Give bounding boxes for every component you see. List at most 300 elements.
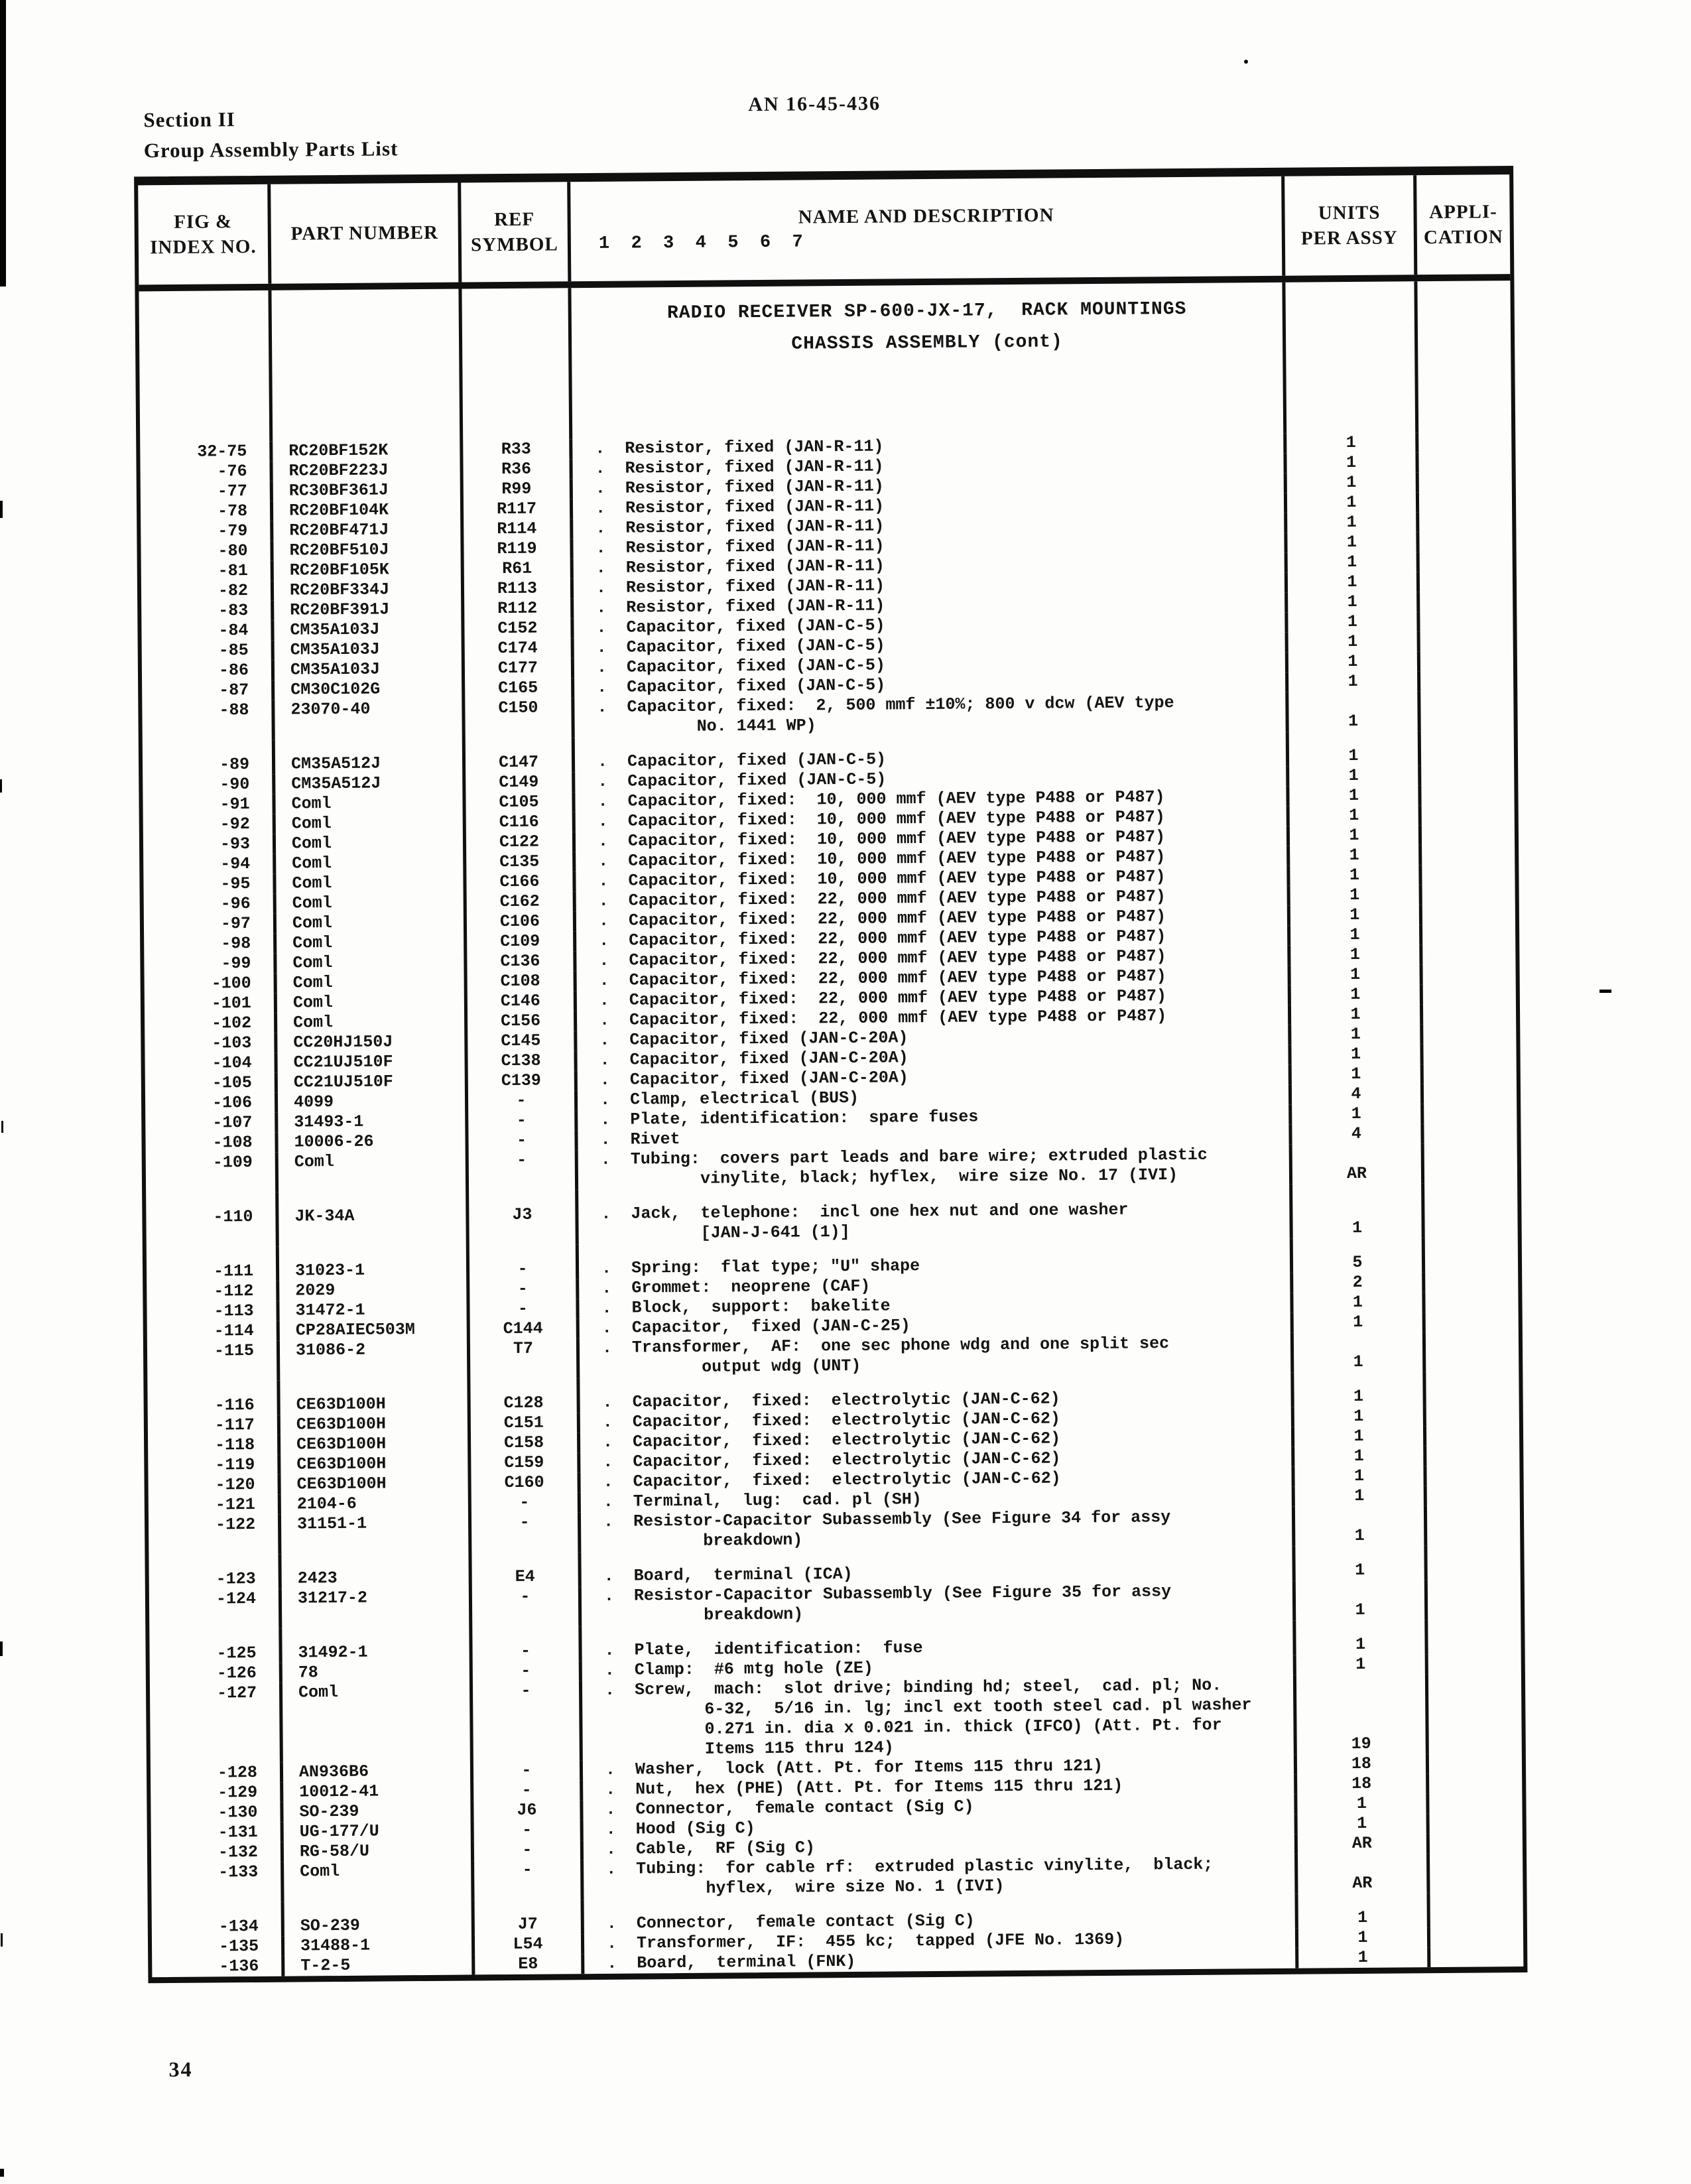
units-value: 1: [1349, 885, 1360, 905]
fig-index-cell: -81: [141, 561, 274, 582]
units-value: 1: [1346, 432, 1356, 453]
part-number-cell: UG-177/U: [284, 1821, 474, 1842]
application-cell: [1422, 844, 1515, 865]
units-cell: [1288, 691, 1420, 732]
units-value: 1: [1349, 944, 1360, 965]
part-number-cell: 23070-40: [275, 698, 465, 739]
application-cell: [1426, 1371, 1519, 1406]
description-line: . Capacitor, fixed (JAN-C-5): [597, 749, 887, 771]
ref-symbol-cell: C162: [467, 891, 576, 912]
description-line: . Resistor, fixed (JAN-R-11): [595, 536, 885, 558]
description-line: . Resistor, fixed (JAN-R-11): [595, 496, 885, 518]
fig-index-cell: -89: [143, 740, 275, 776]
ref-symbol-cell: C108: [468, 971, 577, 992]
description-cell: [571, 283, 1286, 439]
description-line: . Capacitor, fixed: 10, 000 mmf (AEV type P488 or P487): [597, 787, 1165, 811]
application-cell: [1424, 1103, 1517, 1124]
units-cell: [1297, 1793, 1429, 1815]
part-number-cell: 78: [282, 1661, 473, 1683]
units-cell: [1298, 1813, 1430, 1834]
part-number-cell: Coml: [277, 952, 467, 973]
column-header-ref-symbol: [461, 182, 571, 282]
section-title: Section II: [143, 107, 235, 132]
fig-index-cell: -136: [152, 1957, 284, 1978]
description-cell: [584, 1854, 1298, 1899]
ref-symbol-cell: -: [472, 1586, 582, 1627]
fig-index-cell: -131: [151, 1823, 284, 1844]
units-cell: [1296, 1654, 1428, 1675]
units-cell: [1287, 512, 1419, 533]
fig-index-cell: -133: [151, 1862, 284, 1903]
fig-index-cell: -110: [146, 1192, 279, 1248]
units-value: 1: [1357, 1927, 1368, 1947]
application-cell: [1425, 1271, 1518, 1292]
fig-index-cell: -87: [142, 680, 275, 702]
units-value: 1: [1349, 845, 1359, 866]
ref-symbol-cell: R33: [463, 439, 572, 460]
ref-symbol-cell: C138: [468, 1051, 577, 1071]
description-cell: [580, 1333, 1294, 1378]
assembly-title-row: [139, 281, 1511, 442]
application-cell: [1426, 1331, 1519, 1372]
part-number-cell: CP28AIEC503M: [280, 1319, 470, 1340]
units-value: 1: [1347, 572, 1357, 592]
fig-index-cell: -86: [142, 661, 275, 682]
description-line: . Capacitor, fixed: 22, 000 mmf (AEV type P488 or P487): [599, 986, 1167, 1010]
units-value: 1: [1348, 785, 1359, 806]
units-cell: [1293, 1292, 1425, 1313]
fig-index-cell: -103: [145, 1033, 277, 1055]
part-number-cell: 31493-1: [278, 1111, 468, 1132]
fig-index-cell: -129: [151, 1783, 283, 1804]
description-line: . Nut, hex (PHE) (Att. Pt. for Items 115 thru 121): [605, 1775, 1123, 1799]
fig-index-cell: -107: [145, 1113, 278, 1134]
fig-index-cell: -113: [147, 1301, 279, 1322]
description-line: . Rivet: [600, 1129, 680, 1149]
application-cell: [1421, 730, 1514, 765]
units-cell: [1290, 885, 1422, 906]
description-cell: [578, 1185, 1293, 1244]
units-value: 1: [1353, 1352, 1363, 1372]
description-cell: [581, 1507, 1295, 1552]
application-cell: [1426, 1311, 1519, 1332]
application-cell: [1420, 611, 1513, 631]
units-value: 1: [1353, 1312, 1363, 1332]
units-cell: [1297, 1754, 1429, 1775]
application-cell: [1422, 804, 1515, 825]
units-value: 1: [1347, 671, 1358, 692]
ref-symbol-cell: -: [473, 1681, 583, 1761]
ref-symbol-cell: -: [473, 1760, 583, 1781]
fig-index-cell: -104: [145, 1053, 277, 1074]
ref-symbol-cell: C156: [468, 1011, 577, 1031]
description-line: . Resistor, fixed (JAN-R-11): [595, 476, 884, 498]
part-number-cell: CM35A103J: [275, 639, 465, 660]
fig-index-cell: -82: [141, 581, 274, 602]
units-value: 4: [1351, 1124, 1362, 1144]
units-cell: [1289, 731, 1421, 767]
column-header-part-number: [271, 183, 462, 284]
units-cell: [1298, 1893, 1430, 1929]
application-cell: [1424, 1123, 1517, 1143]
fig-index-cell: -130: [151, 1803, 283, 1824]
units-cell: [1294, 1332, 1426, 1373]
description-line: . Board, terminal (ICA): [603, 1564, 853, 1586]
fig-index-cell: -95: [143, 874, 276, 895]
part-number-cell: SO-239: [284, 1900, 475, 1936]
ref-symbol-cell: R112: [464, 598, 574, 619]
fig-index-cell: -119: [148, 1455, 281, 1476]
ref-symbol-cell: C136: [467, 951, 576, 972]
part-number-cell: CM35A103J: [275, 659, 465, 680]
application-cell: [1427, 1505, 1520, 1545]
units-value: 1: [1356, 1793, 1367, 1813]
units-cell: [1286, 452, 1418, 474]
column-header-application: [1416, 174, 1510, 275]
units-cell: [1287, 532, 1419, 553]
application-cell: [1428, 1653, 1521, 1674]
ref-symbol-cell: R119: [464, 539, 573, 559]
units-value: 1: [1353, 1466, 1365, 1486]
units-value: 1: [1347, 631, 1358, 652]
application-cell: [1419, 491, 1512, 512]
page-number: 34: [168, 2057, 193, 2082]
part-number-cell: CE63D100H: [280, 1379, 470, 1415]
units-cell: [1297, 1773, 1429, 1795]
header-line: UNITS: [1318, 202, 1381, 224]
part-number-cell: 10012-41: [283, 1781, 473, 1802]
ref-symbol-cell: [462, 288, 572, 440]
part-number-cell: 2029: [279, 1279, 470, 1301]
part-number-cell: Coml: [277, 992, 468, 1013]
ref-symbol-cell: C139: [468, 1070, 578, 1091]
units-cell: [1292, 1104, 1424, 1125]
fig-index-cell: -85: [142, 641, 275, 662]
units-value: 1: [1353, 1426, 1364, 1446]
units-value: AR: [1346, 1163, 1367, 1184]
part-number-cell: RC20BF510J: [273, 539, 464, 560]
header-line: FIG &: [174, 211, 233, 233]
ref-symbol-cell: -: [473, 1780, 583, 1801]
description-line: output wdg (UNT): [602, 1356, 861, 1378]
description-line: breakdown): [603, 1530, 803, 1551]
ref-symbol-cell: C146: [468, 991, 577, 1011]
units-cell: [1289, 785, 1421, 806]
units-value: 1: [1346, 512, 1357, 533]
ref-symbol-cell: C147: [466, 738, 575, 773]
ref-symbol-cell: -: [473, 1661, 582, 1681]
description-line: . Capacitor, fixed (JAN-C-20A): [599, 1028, 908, 1050]
fig-index-cell: -96: [144, 894, 277, 915]
description-line: . Capacitor, fixed (JAN-C-5): [596, 615, 885, 637]
fig-index-cell: -77: [141, 482, 273, 503]
header-line: PER ASSY: [1300, 227, 1398, 249]
description-line: . Connector, female contact (Sig C): [605, 1797, 974, 1819]
header-line: NAME AND DESCRIPTION: [798, 204, 1054, 228]
units-cell: [1286, 432, 1418, 454]
description-line: . Resistor, fixed (JAN-R-11): [595, 516, 885, 538]
fig-index-cell: -90: [143, 775, 275, 796]
description-line: . Capacitor, fixed: electrolytic (JAN-C-62): [603, 1468, 1061, 1492]
description-line: . Capacitor, fixed (JAN-C-20A): [599, 1068, 908, 1090]
units-value: 1: [1355, 1634, 1366, 1654]
application-cell: [1422, 904, 1515, 925]
fig-index-cell: -121: [149, 1495, 281, 1516]
application-cell: [1420, 571, 1513, 592]
part-number-cell: 4099: [278, 1091, 468, 1112]
units-value: 1: [1347, 611, 1358, 632]
units-cell: [1296, 1580, 1428, 1621]
description-line: . Capacitor, fixed: electrolytic (JAN-C-62): [602, 1429, 1061, 1452]
description-line: . Capacitor, fixed: 22, 000 mmf (AEV type P488 or P487): [598, 887, 1166, 911]
units-value: 1: [1349, 865, 1360, 885]
fig-index-cell: -116: [147, 1381, 280, 1417]
part-number-cell: RC20BF152K: [273, 440, 463, 461]
application-cell: [1424, 1063, 1517, 1084]
ref-symbol-cell: C174: [465, 638, 574, 659]
part-number-cell: Coml: [277, 912, 467, 933]
units-cell: [1291, 1044, 1423, 1065]
fig-index-cell: -78: [141, 501, 273, 523]
description-line: . Capacitor, fixed: 22, 000 mmf (AEV type P488 or P487): [598, 907, 1166, 931]
units-value: 1: [1354, 1486, 1365, 1506]
units-cell: [1290, 825, 1422, 846]
ref-symbol-cell: C159: [471, 1452, 580, 1473]
application-cell: [1423, 1003, 1516, 1024]
application-cell: [1427, 1545, 1520, 1580]
description-line: . Resistor, fixed (JAN-R-11): [595, 456, 884, 478]
parts-table: [134, 166, 1527, 1983]
application-cell: [1427, 1485, 1520, 1506]
fig-index-cell: -88: [142, 700, 275, 741]
description-line: . Resistor, fixed (JAN-R-11): [595, 576, 885, 598]
description-line: . Screw, mach: slot drive; binding hd; steel, cad. pl; No.: [604, 1675, 1222, 1700]
application-cell: [1422, 944, 1515, 964]
fig-index-cell: -83: [141, 601, 274, 622]
units-cell: [1290, 845, 1422, 866]
ref-symbol-cell: R117: [464, 499, 573, 519]
ref-symbol-cell: C122: [466, 832, 576, 852]
description-line: . Capacitor, fixed (JAN-C-20A): [599, 1048, 908, 1070]
units-cell: [1287, 492, 1419, 513]
ref-symbol-cell: R114: [464, 519, 573, 539]
fig-index-cell: -76: [140, 462, 273, 483]
ref-symbol-cell: R99: [464, 479, 573, 499]
part-number-cell: RC30BF361J: [273, 480, 464, 501]
ref-symbol-cell: -: [471, 1492, 581, 1513]
description-line: No. 1441 WP): [597, 716, 816, 737]
fig-index-cell: -112: [147, 1281, 279, 1303]
fig-index-cell: -111: [147, 1247, 279, 1283]
application-cell: [1424, 1143, 1517, 1183]
ref-symbol-cell: R36: [463, 459, 572, 480]
units-value: 1: [1349, 805, 1359, 826]
units-value: 1: [1352, 1292, 1363, 1313]
units-cell: [1292, 1124, 1424, 1145]
units-value: 1: [1355, 1654, 1366, 1674]
part-number-cell: SO-239: [283, 1801, 473, 1822]
application-cell: [1423, 984, 1516, 1004]
part-number-cell: T-2-5: [284, 1955, 475, 1976]
units-value: 1: [1348, 745, 1359, 766]
fig-index-cell: -91: [143, 795, 275, 816]
application-cell: [1419, 472, 1512, 492]
part-number-cell: Coml: [277, 972, 468, 993]
description-line: . Clamp, electrical (BUS): [599, 1088, 859, 1110]
description-line: . Resistor, fixed (JAN-R-11): [595, 436, 884, 458]
units-value: 4: [1351, 1084, 1361, 1104]
part-number-cell: CM30C102G: [275, 678, 465, 700]
units-value: 1: [1347, 711, 1359, 732]
part-number-cell: CM35A512J: [275, 738, 466, 774]
ref-symbol-cell: C151: [471, 1413, 580, 1433]
ref-symbol-cell: C150: [465, 698, 574, 738]
description-cell: [584, 1894, 1298, 1934]
description-line: . Clamp: #6 mtg hole (ZE): [604, 1658, 873, 1680]
units-cell: [1291, 1024, 1423, 1045]
part-number-cell: CE63D100H: [281, 1413, 471, 1435]
description-line: . Jack, telephone: incl one hex nut and one washer: [601, 1200, 1129, 1224]
description-line: 0.271 in. dia x 0.021 in. thick (IFCO) (Att. Pt. for: [605, 1715, 1222, 1740]
ref-symbol-cell: C152: [464, 618, 574, 639]
fig-index-cell: -108: [145, 1133, 278, 1154]
application-cell: [1425, 1237, 1518, 1272]
description-cell: [582, 1581, 1296, 1626]
application-cell: [1430, 1892, 1523, 1927]
part-number-cell: CM35A512J: [275, 773, 466, 794]
units-value: 1: [1348, 765, 1359, 786]
units-value: 1: [1350, 1004, 1361, 1025]
units-cell: [1290, 925, 1422, 946]
description-line: . Tubing: covers part leads and bare wire; extruded plastic: [600, 1145, 1208, 1169]
units-cell: [1295, 1545, 1427, 1581]
fig-index-cell: -132: [151, 1842, 284, 1864]
header-line: CATION: [1423, 226, 1503, 249]
description-line: . Resistor-Capacitor Subassembly (See Figure 35 for assy: [603, 1582, 1172, 1606]
fig-index-cell: -109: [146, 1153, 279, 1194]
fig-index-cell: -80: [141, 541, 273, 562]
fig-index-cell: -84: [141, 621, 274, 642]
units-cell: [1296, 1674, 1429, 1755]
units-cell: [1294, 1446, 1426, 1467]
ref-symbol-cell: -: [469, 1150, 578, 1190]
part-number-cell: Coml: [277, 892, 467, 913]
ref-symbol-cell: J6: [473, 1800, 583, 1821]
units-cell: [1285, 281, 1418, 434]
fig-index-cell: -102: [145, 1013, 277, 1035]
part-number-cell: CE63D100H: [281, 1433, 471, 1454]
ref-symbol-cell: -: [474, 1820, 584, 1840]
part-number-cell: Coml: [279, 1151, 469, 1192]
part-number-cell: RC20BF105K: [274, 559, 464, 580]
fig-index-cell: -92: [143, 814, 276, 836]
ref-symbol-cell: -: [474, 1840, 584, 1860]
part-number-cell: Coml: [277, 932, 467, 953]
units-value: 1: [1355, 1600, 1365, 1620]
units-cell: [1290, 944, 1422, 966]
ref-symbol-cell: C144: [470, 1318, 580, 1339]
description-line: . Capacitor, fixed (JAN-C-25): [601, 1316, 910, 1338]
description-line: . Grommet: neoprene (CAF): [601, 1276, 871, 1298]
application-cell: [1428, 1619, 1521, 1654]
description-line: . Capacitor, fixed: 10, 000 mmf (AEV type P488 or P487): [597, 807, 1165, 831]
application-cell: [1422, 924, 1515, 944]
description-line: . Tubing: for cable rf: extruded plastic vinylite, black;: [606, 1854, 1214, 1879]
part-number-cell: RC20BF471J: [273, 519, 464, 541]
ref-symbol-cell: C149: [466, 772, 575, 793]
units-value: 1: [1351, 1064, 1361, 1084]
fig-index-cell: [139, 290, 273, 443]
part-number-cell: 31086-2: [280, 1339, 470, 1380]
scan-artifact: [1, 1933, 3, 1947]
fig-index-cell: -126: [150, 1663, 282, 1685]
description-line: vinylite, black; hyflex, wire size No. 17 (IVI): [600, 1165, 1178, 1189]
units-value: 1: [1351, 1218, 1363, 1238]
units-value: 1: [1349, 964, 1361, 985]
units-cell: [1294, 1372, 1426, 1407]
description-line: . Connector, female contact (Sig C): [606, 1911, 975, 1933]
units-value: 1: [1353, 1406, 1364, 1426]
header-line: APPLI-: [1429, 201, 1498, 224]
units-value: 1: [1357, 1813, 1367, 1833]
application-cell: [1428, 1673, 1522, 1754]
part-number-cell: 31023-1: [279, 1245, 470, 1281]
application-cell: [1430, 1813, 1523, 1833]
table-header-row: [138, 174, 1510, 291]
description-line: . Resistor, fixed (JAN-R-11): [595, 556, 885, 578]
units-cell: [1293, 1272, 1425, 1293]
description-line: . Board, terminal (FNK): [607, 1951, 856, 1973]
ref-symbol-cell: C160: [471, 1472, 580, 1493]
units-cell: [1298, 1947, 1430, 1968]
description-cell: [578, 1145, 1292, 1190]
part-number-cell: 31151-1: [281, 1513, 471, 1554]
application-cell: [1425, 1291, 1518, 1312]
units-value: 1: [1349, 905, 1360, 925]
ref-symbol-cell: R113: [464, 578, 574, 599]
application-cell: [1430, 1852, 1523, 1893]
units-cell: [1298, 1853, 1430, 1894]
fig-index-cell: -122: [149, 1515, 281, 1556]
units-cell: [1288, 671, 1420, 692]
description-line: . Capacitor, fixed: 22, 000 mmf (AEV type P488 or P487): [599, 1006, 1167, 1030]
fig-index-cell: -134: [152, 1902, 284, 1938]
part-number-cell: 31492-1: [282, 1627, 472, 1663]
description-line: 6-32, 5/16 in. lg; incl ext tooth steel cad. pl washer: [605, 1695, 1252, 1720]
application-cell: [1421, 785, 1514, 805]
units-cell: [1288, 572, 1420, 593]
table-body: [139, 281, 1523, 1977]
application-cell: [1429, 1753, 1522, 1773]
units-cell: [1287, 472, 1419, 493]
fig-index-cell: -97: [144, 914, 277, 935]
units-cell: [1298, 1833, 1430, 1854]
description-line: . Capacitor, fixed: 10, 000 mmf (AEV type P488 or P487): [598, 847, 1166, 871]
part-number-cell: CC20HJ150J: [277, 1031, 468, 1053]
application-cell: [1422, 964, 1515, 984]
ref-symbol-cell: E4: [471, 1552, 581, 1587]
part-number-cell: RC20BF104K: [273, 499, 464, 521]
units-cell: [1292, 1143, 1424, 1185]
ref-symbol-cell: R61: [464, 558, 574, 579]
units-cell: [1288, 552, 1420, 573]
ref-symbol-cell: L54: [475, 1934, 584, 1955]
units-cell: [1288, 651, 1420, 673]
units-value: 1: [1346, 472, 1357, 493]
units-value: 1: [1346, 452, 1357, 473]
units-value: 1: [1349, 825, 1359, 846]
units-cell: [1288, 611, 1420, 633]
